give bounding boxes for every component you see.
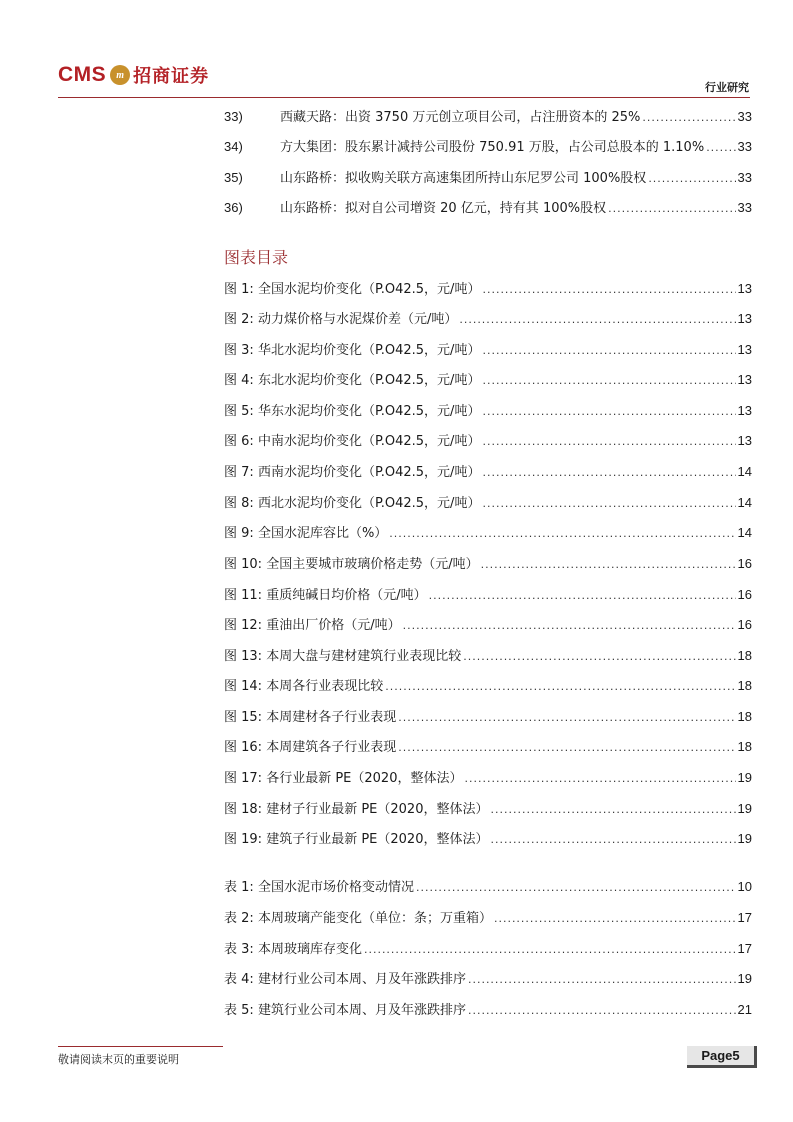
figure-entry[interactable]: [224, 646, 752, 666]
leader-dots: [403, 616, 736, 636]
figure-title: 西南水泥均价变化（P.O42.5，元/吨）: [257, 465, 481, 480]
leader-dots: [494, 909, 736, 929]
toc-entry[interactable]: [224, 107, 752, 127]
toc-entry-number: 34): [224, 139, 243, 154]
figure-entry[interactable]: [224, 737, 752, 757]
table-title: 建筑行业公司本周、月及年涨跌排序: [257, 1003, 466, 1018]
page-header: [0, 0, 793, 100]
footer-disclaimer: 敬请阅读末页的重要说明: [58, 1053, 179, 1066]
figure-page: 16: [737, 587, 752, 602]
leader-dots: [398, 708, 735, 728]
figure-page: 13: [737, 342, 752, 357]
leader-dots: [468, 1001, 736, 1021]
figure-label: 图 13:: [224, 649, 263, 664]
table-page: 21: [737, 1002, 752, 1017]
figure-entry[interactable]: [224, 370, 752, 390]
toc-entry-page: 33: [737, 200, 752, 215]
figure-page: 13: [737, 311, 752, 326]
figure-page: 19: [737, 801, 752, 816]
leader-dots: [642, 108, 735, 128]
figure-label: 图 3:: [224, 343, 254, 358]
toc-entry-page: 33: [737, 139, 752, 154]
figure-page: 14: [737, 464, 752, 479]
table-page: 10: [737, 879, 752, 894]
figure-label: 图 5:: [224, 404, 254, 419]
table-label: 表 3:: [224, 942, 254, 957]
leader-dots: [468, 970, 736, 990]
figure-title: 西北水泥均价变化（P.O42.5，元/吨）: [257, 496, 481, 511]
figure-entry[interactable]: [224, 707, 752, 727]
figure-label: 图 14:: [224, 679, 263, 694]
table-label: 表 5:: [224, 1003, 254, 1018]
figure-page: 13: [737, 433, 752, 448]
figure-label: 图 12:: [224, 618, 263, 633]
figure-title: 重质纯碱日均价格（元/吨）: [266, 588, 427, 603]
figure-title: 东北水泥均价变化（P.O42.5，元/吨）: [257, 373, 481, 388]
toc-entry-text: 山东路桥：拟对自公司增资 20 亿元，持有其 100%股权: [280, 201, 607, 216]
table-label: 表 4:: [224, 972, 254, 987]
figure-page: 18: [737, 709, 752, 724]
figure-title: 全国水泥库容比（%）: [257, 526, 388, 541]
figure-label: 图 2:: [224, 312, 254, 327]
leader-dots: [482, 494, 735, 514]
figure-page: 16: [737, 556, 752, 571]
figure-label: 图 1:: [224, 282, 254, 297]
toc-entry-page: 33: [737, 109, 752, 124]
leader-dots: [398, 738, 735, 758]
leader-dots: [463, 647, 735, 667]
figure-title: 华北水泥均价变化（P.O42.5，元/吨）: [257, 343, 481, 358]
leader-dots: [481, 555, 736, 575]
report-type: 行业研究: [705, 81, 749, 94]
figure-label: 图 15:: [224, 710, 263, 725]
toc-entry[interactable]: [224, 137, 752, 157]
leader-dots: [648, 169, 735, 189]
footer-divider: [58, 1046, 223, 1047]
figure-page: 18: [737, 648, 752, 663]
figure-page: 13: [737, 372, 752, 387]
logo-chinese-text: 招商证券: [133, 66, 210, 87]
toc-entry-text: 方大集团：股东累计减持公司股份 750.91 万股，占公司总股本的 1.10%: [280, 140, 705, 155]
company-logo: [58, 62, 209, 88]
table-title: 本周玻璃库存变化: [257, 942, 362, 957]
table-entry[interactable]: [224, 969, 752, 989]
figure-label: 图 16:: [224, 740, 263, 755]
figure-page: 18: [737, 678, 752, 693]
figure-title: 本周建筑各子行业表现: [266, 740, 397, 755]
toc-entry[interactable]: [224, 168, 752, 188]
figure-entry[interactable]: [224, 615, 752, 635]
table-entry[interactable]: [224, 877, 752, 897]
figure-entry[interactable]: [224, 585, 752, 605]
figure-label: 图 7:: [224, 465, 254, 480]
toc-entry[interactable]: [224, 198, 752, 218]
header-divider: [58, 97, 750, 98]
figure-page: 19: [737, 770, 752, 785]
table-title: 全国水泥市场价格变动情况: [257, 880, 414, 895]
toc-entry-number: 35): [224, 170, 243, 185]
toc-entry-number: 33): [224, 109, 243, 124]
table-entry[interactable]: [224, 1000, 752, 1020]
table-label: 表 2:: [224, 911, 254, 926]
figure-title: 全国水泥均价变化（P.O42.5，元/吨）: [257, 282, 481, 297]
leader-dots: [490, 830, 735, 850]
table-title: 本周玻璃产能变化（单位：条；万重箱）: [257, 911, 492, 926]
figure-label: 图 6:: [224, 434, 254, 449]
figure-entry[interactable]: [224, 676, 752, 696]
table-entry[interactable]: [224, 939, 752, 959]
figure-entry[interactable]: [224, 554, 752, 574]
figure-title: 各行业最新 PE（2020，整体法）: [266, 771, 463, 786]
figure-title: 中南水泥均价变化（P.O42.5，元/吨）: [257, 434, 481, 449]
logo-emblem-icon: m: [110, 65, 130, 85]
figure-list-title: 图表目录: [224, 248, 289, 267]
table-page: 17: [737, 941, 752, 956]
figure-label: 图 9:: [224, 526, 254, 541]
figure-title: 本周各行业表现比较: [266, 679, 384, 694]
leader-dots: [608, 199, 735, 219]
leader-dots: [482, 432, 735, 452]
figure-entry[interactable]: [224, 340, 752, 360]
toc-entry-number: 36): [224, 200, 243, 215]
figure-entry[interactable]: [224, 462, 752, 482]
figure-page: 19: [737, 831, 752, 846]
figure-label: 图 17:: [224, 771, 263, 786]
figure-title: 本周建材各子行业表现: [266, 710, 397, 725]
figure-title: 建筑子行业最新 PE（2020，整体法）: [266, 832, 489, 847]
leader-dots: [385, 677, 735, 697]
figure-entry[interactable]: [224, 309, 752, 329]
leader-dots: [364, 940, 736, 960]
leader-dots: [482, 280, 735, 300]
figure-page: 18: [737, 739, 752, 754]
figure-title: 动力煤价格与水泥煤价差（元/吨）: [257, 312, 458, 327]
figure-title: 华东水泥均价变化（P.O42.5，元/吨）: [257, 404, 481, 419]
figure-title: 建材子行业最新 PE（2020，整体法）: [266, 802, 489, 817]
leader-dots: [482, 463, 735, 483]
leader-dots: [706, 138, 735, 158]
table-page: 19: [737, 971, 752, 986]
leader-dots: [482, 341, 735, 361]
figure-entry[interactable]: [224, 279, 752, 299]
figure-entry[interactable]: [224, 493, 752, 513]
leader-dots: [490, 800, 735, 820]
figure-label: 图 8:: [224, 496, 254, 511]
toc-entry-text: 西藏天路：出资 3750 万元创立项目公司，占注册资本的 25%: [280, 110, 641, 125]
table-entry[interactable]: [224, 908, 752, 928]
figure-entry[interactable]: [224, 829, 752, 849]
figure-entry[interactable]: [224, 401, 752, 421]
figure-entry[interactable]: [224, 523, 752, 543]
toc-entry-page: 33: [737, 170, 752, 185]
figure-page: 16: [737, 617, 752, 632]
table-title: 建材行业公司本周、月及年涨跌排序: [257, 972, 466, 987]
figure-label: 图 19:: [224, 832, 263, 847]
figure-page: 13: [737, 281, 752, 296]
table-page: 17: [737, 910, 752, 925]
figure-page: 14: [737, 525, 752, 540]
leader-dots: [416, 878, 736, 898]
logo-latin-text: CMS: [58, 63, 107, 86]
figure-title: 本周大盘与建材建筑行业表现比较: [266, 649, 462, 664]
figure-label: 图 4:: [224, 373, 254, 388]
leader-dots: [482, 371, 735, 391]
figure-entry[interactable]: [224, 431, 752, 451]
figure-page: 13: [737, 403, 752, 418]
leader-dots: [482, 402, 735, 422]
leader-dots: [429, 586, 736, 606]
figure-label: 图 10:: [224, 557, 263, 572]
leader-dots: [464, 769, 735, 789]
figure-page: 14: [737, 495, 752, 510]
toc-entry-text: 山东路桥：拟收购关联方高速集团所持山东尼罗公司 100%股权: [280, 171, 647, 186]
figure-title: 全国主要城市玻璃价格走势（元/吨）: [266, 557, 479, 572]
figure-label: 图 18:: [224, 802, 263, 817]
leader-dots: [459, 310, 735, 330]
figure-label: 图 11:: [224, 588, 263, 603]
figure-entry[interactable]: [224, 768, 752, 788]
table-label: 表 1:: [224, 880, 254, 895]
page-number-badge: Page5: [687, 1046, 757, 1068]
figure-title: 重油出厂价格（元/吨）: [266, 618, 401, 633]
figure-entry[interactable]: [224, 799, 752, 819]
leader-dots: [389, 524, 735, 544]
